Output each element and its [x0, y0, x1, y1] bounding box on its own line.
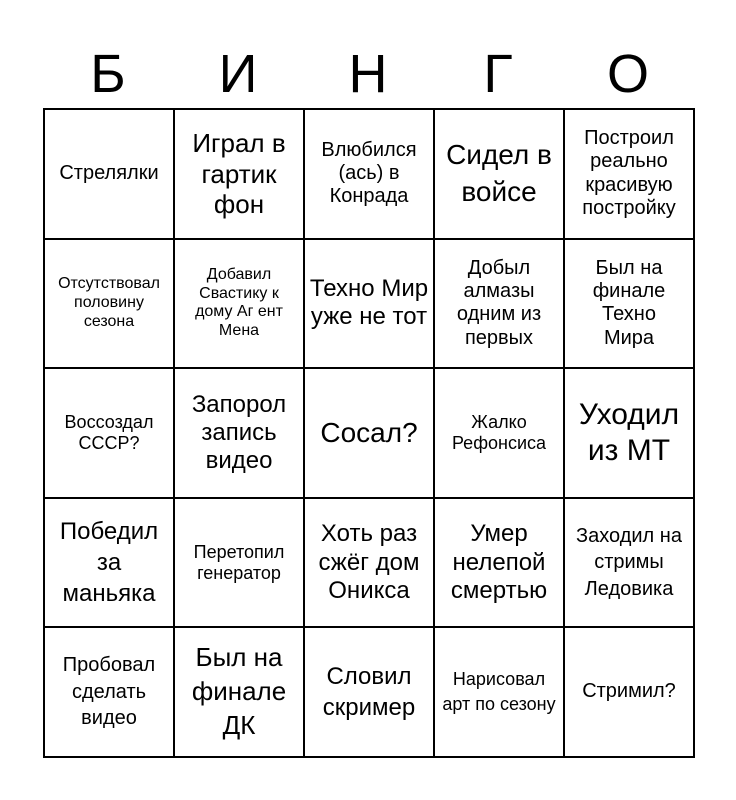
bingo-cell[interactable]: Перетопил генератор	[174, 498, 304, 628]
bingo-cell[interactable]: Построил реально красивую постройку	[564, 109, 694, 239]
bingo-cell[interactable]: Добавил Свастику к дому Аг ент Мена	[174, 239, 304, 369]
bingo-grid	[43, 108, 695, 758]
bingo-cell[interactable]: Жалко Рефонсиса	[434, 368, 564, 498]
bingo-cell[interactable]: Добыл алмазы одним из первых	[434, 239, 564, 369]
grid-row	[44, 368, 694, 498]
bingo-cell[interactable]: Техно Мир уже не тот	[304, 239, 434, 369]
bingo-cell[interactable]: Был на финале Техно Мира	[564, 239, 694, 369]
bingo-cell[interactable]: Пробовал сделать видео	[44, 627, 174, 757]
bingo-header	[43, 40, 693, 108]
bingo-cell[interactable]: Воссоздал СССР?	[44, 368, 174, 498]
bingo-cell[interactable]: Сидел в войсе	[434, 109, 564, 239]
bingo-cell[interactable]: Умер нелепой смертью	[434, 498, 564, 628]
bingo-cell[interactable]: Словил скример	[304, 627, 434, 757]
bingo-cell[interactable]: Победил за маньяка	[44, 498, 174, 628]
bingo-cell[interactable]: Стримил?	[564, 627, 694, 757]
bingo-cell[interactable]: Заходил на стримы Ледовика	[564, 498, 694, 628]
bingo-cell[interactable]: Сосал?	[304, 368, 434, 498]
header-letter-o: О	[606, 44, 649, 104]
bingo-cell[interactable]: Уходил из МТ	[564, 368, 694, 498]
bingo-cell[interactable]: Стрелялки	[44, 109, 174, 239]
grid-row	[44, 498, 694, 628]
bingo-cell[interactable]: Был на финале ДК	[174, 627, 304, 757]
header-letter-g: Г	[483, 44, 513, 104]
bingo-cell[interactable]: Влюбился (ась) в Конрада	[304, 109, 434, 239]
bingo-cell[interactable]: Хоть раз сжёг дом Оникса	[304, 498, 434, 628]
grid-row	[44, 109, 694, 239]
bingo-cell[interactable]: Играл в гартик фон	[174, 109, 304, 239]
header-letter-n: Н	[348, 44, 388, 104]
header-letter-i: И	[218, 44, 258, 104]
bingo-cell[interactable]: Отсутствовал половину сезона	[44, 239, 174, 369]
header-letter-b: Б	[90, 44, 126, 104]
bingo-cell[interactable]: Запорол запись видео	[174, 368, 304, 498]
grid-row	[44, 627, 694, 757]
bingo-cell[interactable]: Нарисовал арт по сезону	[434, 627, 564, 757]
grid-row	[44, 239, 694, 369]
